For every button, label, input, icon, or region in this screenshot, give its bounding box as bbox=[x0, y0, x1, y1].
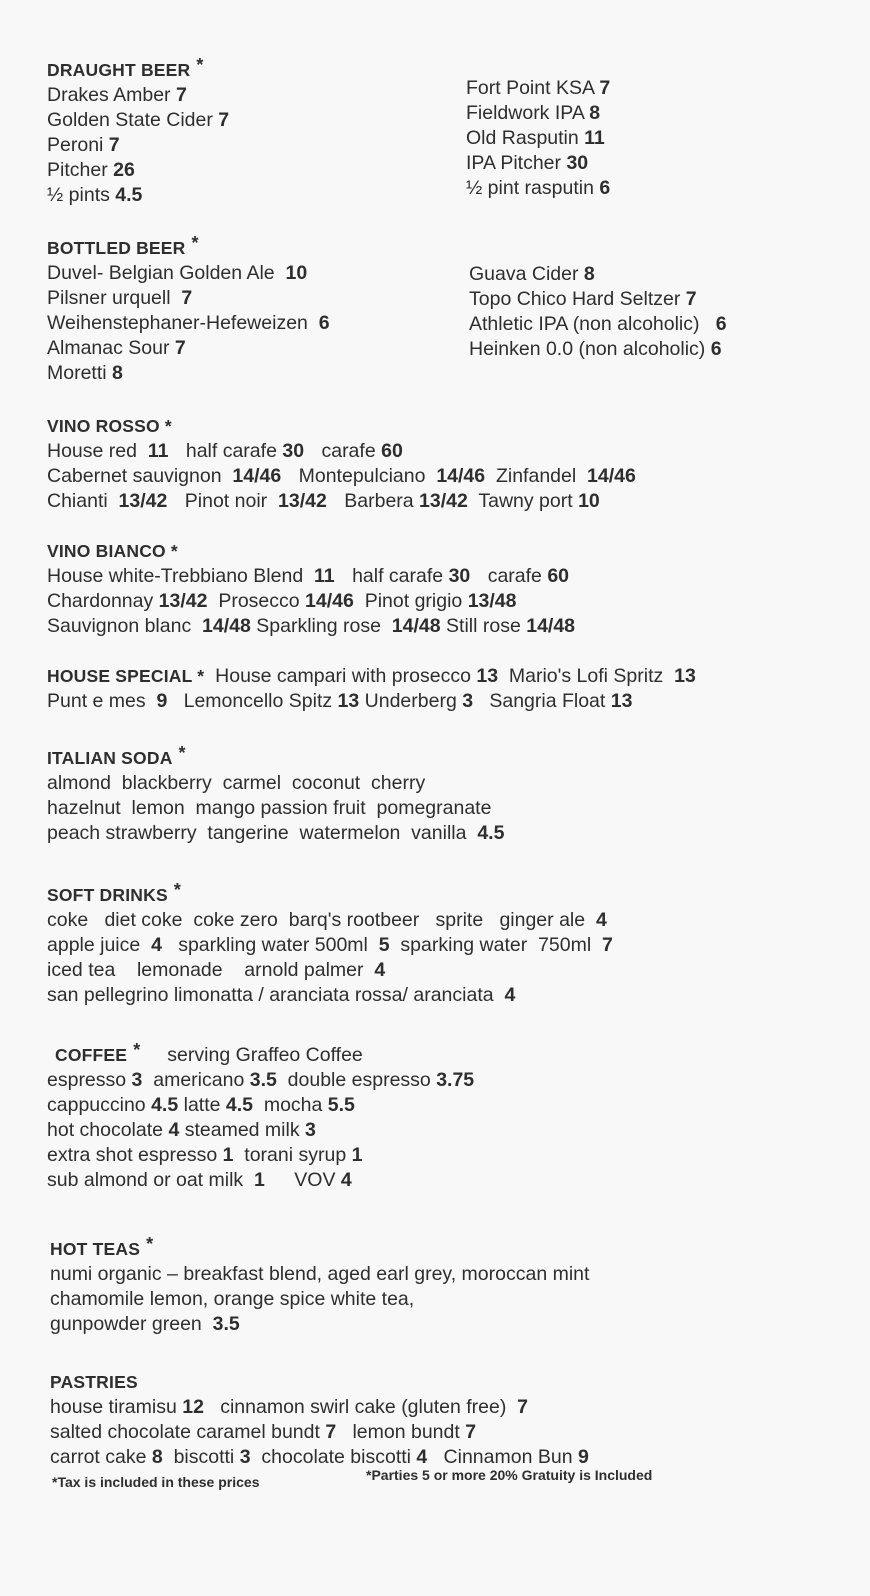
menu-line: coke diet coke coke zero barq's rootbeer sprite ginger ale 4 bbox=[47, 909, 607, 931]
menu-line: iced tea lemonade arnold palmer 4 bbox=[47, 959, 386, 981]
menu-line: gunpowder green 3.5 bbox=[50, 1313, 240, 1335]
menu-line: espresso 3 americano 3.5 double espresso 3.75 bbox=[47, 1069, 475, 1091]
menu-item: ½ pint rasputin 6 bbox=[466, 177, 611, 199]
vino-rosso-heading: VINO ROSSO * bbox=[47, 416, 172, 436]
menu-item: Athletic IPA (non alcoholic) 6 bbox=[469, 313, 727, 335]
pastries-section bbox=[50, 1370, 589, 1470]
menu-item: Heinken 0.0 (non alcoholic) 6 bbox=[469, 338, 722, 360]
menu-line: Punt e mes 9 Lemoncello Spitz 13 Underberg 3 Sangria Float 13 bbox=[47, 690, 633, 712]
soft-drinks-section bbox=[47, 880, 613, 1008]
menu-line: apple juice 4 sparkling water 500ml 5 sparking water 750ml 7 bbox=[47, 934, 613, 956]
menu-item: Almanac Sour 7 bbox=[47, 337, 186, 359]
menu-line: House white-Trebbiano Blend 11 half carafe 30 carafe 60 bbox=[47, 565, 570, 587]
menu-line: House red 11 half carafe 30 carafe 60 bbox=[47, 440, 403, 462]
menu-line: Cabernet sauvignon 14/46 Montepulciano 14/46 Zinfandel 14/46 bbox=[47, 465, 636, 487]
menu-item: Pitcher 26 bbox=[47, 159, 135, 181]
italian-soda-heading: ITALIAN SODA * bbox=[47, 743, 186, 768]
coffee-section bbox=[47, 1040, 475, 1193]
menu-line: numi organic – breakfast blend, aged earl grey, moroccan mint bbox=[50, 1263, 590, 1285]
hot-teas-heading: HOT TEAS * bbox=[50, 1234, 154, 1259]
menu-item: IPA Pitcher 30 bbox=[466, 152, 589, 174]
coffee-heading: COFFEE bbox=[55, 1045, 128, 1065]
hot-teas-section bbox=[50, 1234, 590, 1337]
menu-line: hazelnut lemon mango passion fruit pomegranate bbox=[47, 797, 492, 819]
tax-note: *Tax is included in these prices bbox=[52, 1474, 260, 1490]
menu-item: Moretti 8 bbox=[47, 362, 123, 384]
menu-line: almond blackberry carmel coconut cherry bbox=[47, 772, 426, 794]
menu-item: Fieldwork IPA 8 bbox=[466, 102, 601, 124]
italian-soda-section bbox=[47, 743, 505, 846]
menu-item: Weihenstephaner-Hefeweizen 6 bbox=[47, 312, 330, 334]
coffee-subtitle: serving Graffeo Coffee bbox=[167, 1044, 363, 1066]
bottled-section bbox=[47, 233, 330, 386]
menu-line: HOUSE SPECIAL * House campari with prosecco 13 Mario's Lofi Spritz 13 bbox=[47, 665, 696, 687]
menu-line: peach strawberry tangerine watermelon vanilla 4.5 bbox=[47, 822, 505, 844]
menu-line: house tiramisu 12 cinnamon swirl cake (gluten free) 7 bbox=[50, 1396, 529, 1418]
menu-item: Pilsner urquell 7 bbox=[47, 287, 193, 309]
gratuity-note: *Parties 5 or more 20% Gratuity is Included bbox=[366, 1467, 653, 1483]
house-special-heading: HOUSE SPECIAL * bbox=[47, 666, 205, 686]
menu-line: Chardonnay 13/42 Prosecco 14/46 Pinot grigio 13/48 bbox=[47, 590, 517, 612]
pastries-heading: PASTRIES bbox=[50, 1372, 138, 1392]
menu-item: Guava Cider 8 bbox=[469, 263, 595, 285]
menu-item: Duvel- Belgian Golden Ale 10 bbox=[47, 262, 308, 284]
bottled-heading: BOTTLED BEER * bbox=[47, 233, 199, 258]
menu-line: Chianti 13/42 Pinot noir 13/42 Barbera 13/42 Tawny port 10 bbox=[47, 490, 600, 512]
menu-item: Topo Chico Hard Seltzer 7 bbox=[469, 288, 697, 310]
menu-line: san pellegrino limonatta / aranciata rossa/ aranciata 4 bbox=[47, 984, 516, 1006]
menu-item: ½ pints 4.5 bbox=[47, 184, 143, 206]
draught-heading: DRAUGHT BEER * bbox=[47, 55, 204, 80]
menu-line: chamomile lemon, orange spice white tea, bbox=[50, 1288, 415, 1310]
menu-item: Fort Point KSA 7 bbox=[466, 77, 611, 99]
menu-line: salted chocolate caramel bundt 7 lemon bundt 7 bbox=[50, 1421, 477, 1443]
menu-line: cappuccino 4.5 latte 4.5 mocha 5.5 bbox=[47, 1094, 355, 1116]
menu-item: Golden State Cider 7 bbox=[47, 109, 230, 131]
draught-section bbox=[47, 55, 230, 208]
vino-bianco-section bbox=[47, 539, 575, 639]
menu-line: sub almond or oat milk 1 VOV 4 bbox=[47, 1169, 352, 1191]
menu-item: Peroni 7 bbox=[47, 134, 120, 156]
house-special-section bbox=[47, 664, 696, 714]
menu-line: carrot cake 8 biscotti 3 chocolate biscotti 4 Cinnamon Bun 9 bbox=[50, 1446, 589, 1468]
bottled-right-column bbox=[469, 262, 727, 362]
coffee-heading-line: COFFEE * serving Graffeo Coffee bbox=[55, 1040, 363, 1066]
menu-line: extra shot espresso 1 torani syrup 1 bbox=[47, 1144, 363, 1166]
soft-drinks-heading: SOFT DRINKS * bbox=[47, 880, 182, 905]
vino-bianco-heading: VINO BIANCO * bbox=[47, 541, 178, 561]
vino-rosso-section bbox=[47, 414, 636, 514]
menu-item: Drakes Amber 7 bbox=[47, 84, 187, 106]
menu-line: hot chocolate 4 steamed milk 3 bbox=[47, 1119, 316, 1141]
menu-line: Sauvignon blanc 14/48 Sparkling rose 14/48 Still rose 14/48 bbox=[47, 615, 576, 637]
menu-item: Old Rasputin 11 bbox=[466, 127, 605, 149]
draught-right-column bbox=[466, 76, 610, 201]
